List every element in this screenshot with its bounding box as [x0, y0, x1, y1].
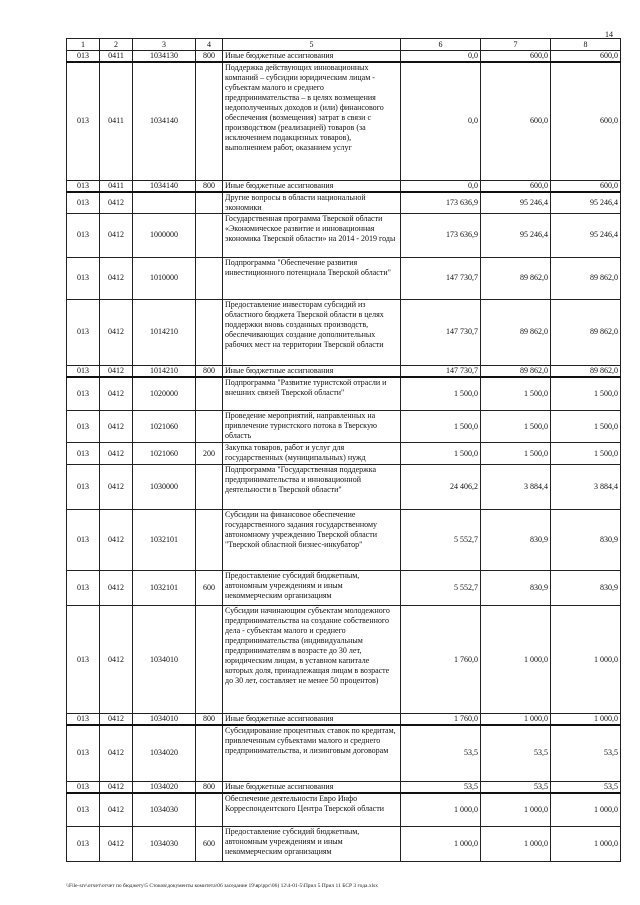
amount-col6-cell: 1 000,0 — [401, 827, 481, 862]
amount-col6-cell: 5 552,7 — [401, 510, 481, 571]
expense-type-cell — [196, 465, 223, 510]
expense-type-cell — [196, 213, 223, 257]
amount-col8-cell: 89 862,0 — [551, 299, 621, 365]
table-row — [67, 411, 621, 443]
admin-code-cell: 013 — [67, 365, 100, 377]
expense-type-cell — [196, 192, 223, 214]
amount-col8-cell: 89 862,0 — [551, 257, 621, 299]
table-row — [67, 192, 621, 214]
amount-col6-cell: 24 406,2 — [401, 465, 481, 510]
amount-col8-cell: 1 000,0 — [551, 793, 621, 827]
table-row — [67, 180, 621, 192]
description-cell: Иные бюджетные ассигнования — [223, 714, 401, 726]
table-row — [67, 714, 621, 726]
budget-table — [66, 38, 621, 862]
amount-col6-cell: 53,5 — [401, 725, 481, 781]
amount-col7-cell: 600,0 — [481, 62, 551, 180]
admin-code-cell: 013 — [67, 725, 100, 781]
target-article-cell: 1014210 — [133, 299, 196, 365]
target-article-cell: 1021060 — [133, 411, 196, 443]
admin-code-cell: 013 — [67, 606, 100, 714]
section-code-cell: 0412 — [100, 827, 133, 862]
description-cell: Подпрограмма "Государственная поддержка предпринимательства и инновационной деятельности в Тверской области" — [223, 465, 401, 510]
admin-code-cell: 013 — [67, 257, 100, 299]
description-cell: Предоставление инвесторам субсидий из областного бюджета Тверской области в целях поддержки вновь созданных производств, обеспечивающих создание дополнительных рабочих мест на территории Тверской области — [223, 299, 401, 365]
description-cell: Другие вопросы в области национальной экономики — [223, 192, 401, 214]
table-row — [67, 793, 621, 827]
description-cell: Поддержка действующих инновационных компаний – субсидии юридическим лицам - субъектам малого и среднего предпринимательства – в целях возмещения недополученных доходов и (или) финансового обеспечения (возмещения) затрат в связи с производством (реализацией) товаров (за исключением подакцизных товаров), выполнением работ, оказанием услуг — [223, 62, 401, 180]
table-row — [67, 443, 621, 465]
table-row — [67, 51, 621, 63]
page-number: 14 — [605, 30, 613, 39]
target-article-cell: 1034010 — [133, 714, 196, 726]
admin-code-cell: 013 — [67, 793, 100, 827]
amount-col8-cell: 95 246,4 — [551, 192, 621, 214]
admin-code-cell: 013 — [67, 443, 100, 465]
section-code-cell: 0411 — [100, 180, 133, 192]
amount-col7-cell: 3 884,4 — [481, 465, 551, 510]
admin-code-cell: 013 — [67, 465, 100, 510]
amount-col6-cell: 173 636,9 — [401, 192, 481, 214]
section-code-cell: 0412 — [100, 377, 133, 411]
amount-col6-cell: 0,0 — [401, 51, 481, 63]
admin-code-cell: 013 — [67, 62, 100, 180]
expense-type-cell: 600 — [196, 827, 223, 862]
amount-col7-cell: 1 000,0 — [481, 714, 551, 726]
expense-type-cell: 600 — [196, 571, 223, 606]
description-cell: Подпрограмма "Развитие туристской отрасли и внешних связей Тверской области" — [223, 377, 401, 411]
header-cell: 7 — [481, 39, 551, 51]
amount-col8-cell: 830,9 — [551, 510, 621, 571]
amount-col8-cell: 1 500,0 — [551, 377, 621, 411]
amount-col8-cell: 95 246,4 — [551, 213, 621, 257]
expense-type-cell: 800 — [196, 714, 223, 726]
amount-col6-cell: 1 500,0 — [401, 411, 481, 443]
section-code-cell: 0412 — [100, 213, 133, 257]
amount-col6-cell: 53,5 — [401, 781, 481, 793]
target-article-cell — [133, 192, 196, 214]
amount-col7-cell: 53,5 — [481, 725, 551, 781]
table-row — [67, 213, 621, 257]
section-code-cell: 0412 — [100, 714, 133, 726]
expense-type-cell — [196, 257, 223, 299]
amount-col7-cell: 95 246,4 — [481, 192, 551, 214]
target-article-cell: 1034020 — [133, 781, 196, 793]
amount-col7-cell: 1 500,0 — [481, 377, 551, 411]
expense-type-cell — [196, 793, 223, 827]
amount-col7-cell: 95 246,4 — [481, 213, 551, 257]
amount-col6-cell: 5 552,7 — [401, 571, 481, 606]
amount-col8-cell: 1 000,0 — [551, 714, 621, 726]
amount-col7-cell: 1 000,0 — [481, 827, 551, 862]
amount-col7-cell: 1 500,0 — [481, 411, 551, 443]
description-cell: Иные бюджетные ассигнования — [223, 51, 401, 63]
target-article-cell: 1010000 — [133, 257, 196, 299]
expense-type-cell — [196, 510, 223, 571]
amount-col6-cell: 1 000,0 — [401, 793, 481, 827]
expense-type-cell: 800 — [196, 365, 223, 377]
expense-type-cell: 800 — [196, 51, 223, 63]
amount-col6-cell: 1 760,0 — [401, 606, 481, 714]
amount-col8-cell: 1 000,0 — [551, 606, 621, 714]
section-code-cell: 0412 — [100, 443, 133, 465]
amount-col6-cell: 0,0 — [401, 180, 481, 192]
description-cell: Подпрограмма "Обеспечение развития инвестиционного потенциала Тверской области" — [223, 257, 401, 299]
header-cell: 6 — [401, 39, 481, 51]
amount-col8-cell: 53,5 — [551, 725, 621, 781]
admin-code-cell: 013 — [67, 510, 100, 571]
header-cell: 8 — [551, 39, 621, 51]
table-row — [67, 725, 621, 781]
admin-code-cell: 013 — [67, 827, 100, 862]
amount-col7-cell: 1 000,0 — [481, 606, 551, 714]
admin-code-cell: 013 — [67, 377, 100, 411]
admin-code-cell: 013 — [67, 571, 100, 606]
amount-col6-cell: 147 730,7 — [401, 299, 481, 365]
target-article-cell: 1032101 — [133, 571, 196, 606]
section-code-cell: 0411 — [100, 51, 133, 63]
target-article-cell: 1034140 — [133, 180, 196, 192]
amount-col8-cell: 600,0 — [551, 62, 621, 180]
admin-code-cell: 013 — [67, 213, 100, 257]
section-code-cell: 0411 — [100, 62, 133, 180]
header-cell: 3 — [133, 39, 196, 51]
target-article-cell: 1034020 — [133, 725, 196, 781]
expense-type-cell — [196, 62, 223, 180]
admin-code-cell: 013 — [67, 411, 100, 443]
section-code-cell: 0412 — [100, 606, 133, 714]
amount-col8-cell: 89 862,0 — [551, 365, 621, 377]
description-cell: Субсидии начинающим субъектам молодежного предпринимательства на создание собственного дела - субъектам малого и среднего предпринимательства (индивидуальным предпринимателям в возрасте до 30 лет, юридическим лицам, в уставном капитале которых доля, принадлежащая лицам в возрасте до 30 лет, составляет не менее 50 процентов) — [223, 606, 401, 714]
amount-col8-cell: 600,0 — [551, 51, 621, 63]
file-path-footer: \\File-srv\отчет\отчет по бюджету\5 Стоков\документы комитета\06 заседание 19\вр\ррс\06) 12\4-01-5\Прил 5 Прил 11 БСР 3 года.xlsx — [66, 883, 379, 889]
description-cell: Государственная программа Тверской области «Экономическое развитие и инновационная экономика Тверской области» на 2014 - 2019 годы — [223, 213, 401, 257]
description-cell: Иные бюджетные ассигнования — [223, 365, 401, 377]
amount-col6-cell: 147 730,7 — [401, 365, 481, 377]
table-row — [67, 299, 621, 365]
table-header-row — [67, 39, 621, 51]
amount-col7-cell: 1 500,0 — [481, 443, 551, 465]
expense-type-cell — [196, 377, 223, 411]
admin-code-cell: 013 — [67, 781, 100, 793]
table-row — [67, 365, 621, 377]
amount-col8-cell: 1 500,0 — [551, 411, 621, 443]
target-article-cell: 1021060 — [133, 443, 196, 465]
section-code-cell: 0412 — [100, 365, 133, 377]
target-article-cell: 1034030 — [133, 827, 196, 862]
admin-code-cell: 013 — [67, 192, 100, 214]
description-cell: Проведение мероприятий, направленных на привлечение туристского потока в Тверскую область — [223, 411, 401, 443]
expense-type-cell — [196, 725, 223, 781]
table-row — [67, 827, 621, 862]
section-code-cell: 0412 — [100, 793, 133, 827]
description-cell: Предоставление субсидий бюджетным, автономным учреждениям и иным некоммерческим организациям — [223, 571, 401, 606]
amount-col6-cell: 1 760,0 — [401, 714, 481, 726]
section-code-cell: 0412 — [100, 257, 133, 299]
amount-col8-cell: 830,9 — [551, 571, 621, 606]
expense-type-cell — [196, 606, 223, 714]
description-cell: Субсидии на финансовое обеспечение государственного задания государственному автономному учреждению Тверской области "Тверской областной бизнес-инкубатор" — [223, 510, 401, 571]
description-cell: Субсидирование процентных ставок по кредитам, привлеченным субъектами малого и среднего предпринимательства, и лизинговым договорам — [223, 725, 401, 781]
section-code-cell: 0412 — [100, 411, 133, 443]
amount-col7-cell: 600,0 — [481, 180, 551, 192]
section-code-cell: 0412 — [100, 781, 133, 793]
amount-col7-cell: 89 862,0 — [481, 365, 551, 377]
admin-code-cell: 013 — [67, 299, 100, 365]
table-row — [67, 510, 621, 571]
amount-col6-cell: 1 500,0 — [401, 443, 481, 465]
amount-col7-cell: 89 862,0 — [481, 257, 551, 299]
amount-col7-cell: 89 862,0 — [481, 299, 551, 365]
amount-col6-cell: 173 636,9 — [401, 213, 481, 257]
admin-code-cell: 013 — [67, 714, 100, 726]
target-article-cell: 1034130 — [133, 51, 196, 63]
section-code-cell: 0412 — [100, 299, 133, 365]
section-code-cell: 0412 — [100, 571, 133, 606]
target-article-cell: 1034030 — [133, 793, 196, 827]
amount-col6-cell: 0,0 — [401, 62, 481, 180]
amount-col7-cell: 1 000,0 — [481, 793, 551, 827]
description-cell: Предоставление субсидий бюджетным, автономным учреждениям и иным некоммерческим организациям — [223, 827, 401, 862]
section-code-cell: 0412 — [100, 510, 133, 571]
amount-col8-cell: 1 500,0 — [551, 443, 621, 465]
expense-type-cell: 800 — [196, 781, 223, 793]
amount-col7-cell: 53,5 — [481, 781, 551, 793]
table-row — [67, 781, 621, 793]
amount-col8-cell: 53,5 — [551, 781, 621, 793]
target-article-cell: 1034140 — [133, 62, 196, 180]
expense-type-cell: 800 — [196, 180, 223, 192]
description-cell: Иные бюджетные ассигнования — [223, 180, 401, 192]
admin-code-cell: 013 — [67, 180, 100, 192]
amount-col8-cell: 1 000,0 — [551, 827, 621, 862]
description-cell: Иные бюджетные ассигнования — [223, 781, 401, 793]
table-row — [67, 465, 621, 510]
section-code-cell: 0412 — [100, 192, 133, 214]
amount-col6-cell: 1 500,0 — [401, 377, 481, 411]
amount-col8-cell: 3 884,4 — [551, 465, 621, 510]
section-code-cell: 0412 — [100, 465, 133, 510]
header-cell: 5 — [223, 39, 401, 51]
table-row — [67, 571, 621, 606]
target-article-cell: 1000000 — [133, 213, 196, 257]
target-article-cell: 1032101 — [133, 510, 196, 571]
target-article-cell: 1020000 — [133, 377, 196, 411]
header-cell: 1 — [67, 39, 100, 51]
section-code-cell: 0412 — [100, 725, 133, 781]
target-article-cell: 1030000 — [133, 465, 196, 510]
admin-code-cell: 013 — [67, 51, 100, 63]
target-article-cell: 1034010 — [133, 606, 196, 714]
expense-type-cell: 200 — [196, 443, 223, 465]
amount-col6-cell: 147 730,7 — [401, 257, 481, 299]
table-row — [67, 62, 621, 180]
table-row — [67, 377, 621, 411]
amount-col7-cell: 830,9 — [481, 571, 551, 606]
table-row — [67, 257, 621, 299]
header-cell: 4 — [196, 39, 223, 51]
amount-col8-cell: 600,0 — [551, 180, 621, 192]
amount-col7-cell: 600,0 — [481, 51, 551, 63]
table-row — [67, 606, 621, 714]
expense-type-cell — [196, 411, 223, 443]
expense-type-cell — [196, 299, 223, 365]
amount-col7-cell: 830,9 — [481, 510, 551, 571]
description-cell: Закупка товаров, работ и услуг для государственных (муниципальных) нужд — [223, 443, 401, 465]
description-cell: Обеспечение деятельности Евро Инфо Корреспондентского Центра Тверской области — [223, 793, 401, 827]
target-article-cell: 1014210 — [133, 365, 196, 377]
header-cell: 2 — [100, 39, 133, 51]
